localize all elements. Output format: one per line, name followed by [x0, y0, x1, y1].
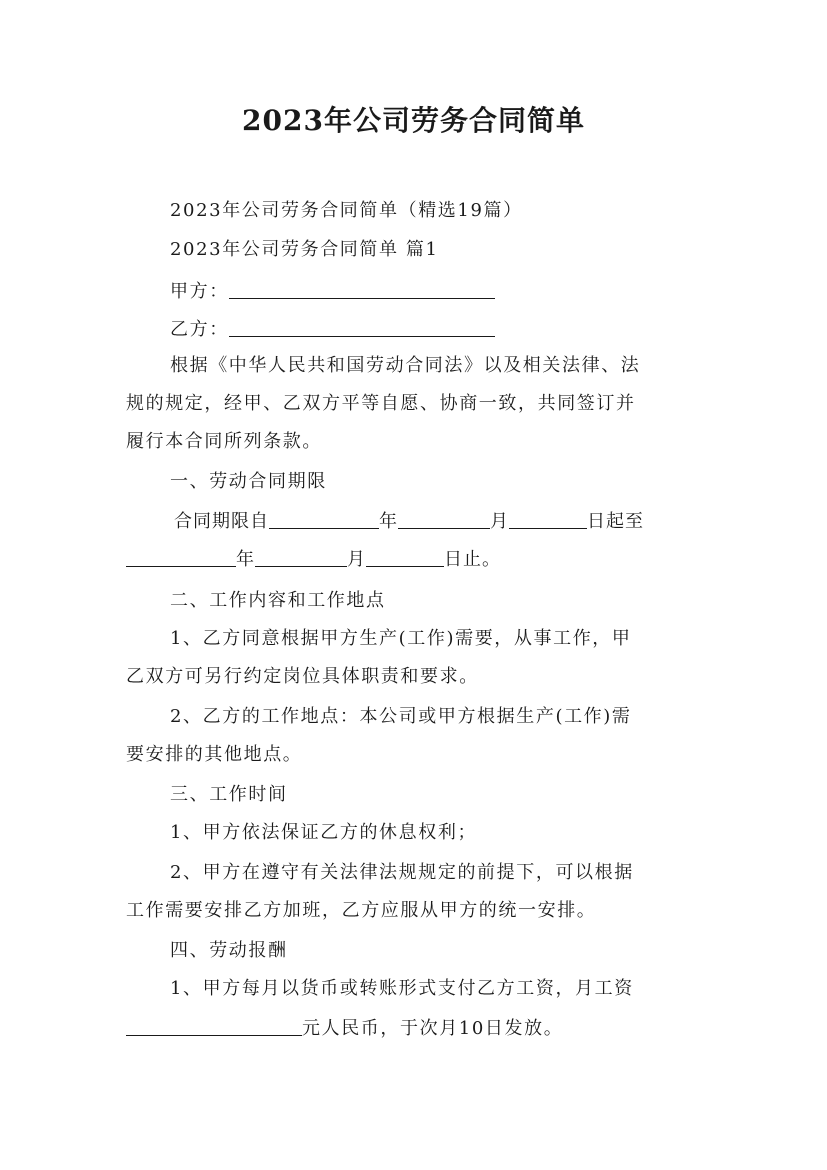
party-b-blank [229, 318, 495, 337]
section4-heading: 四、劳动报酬 [170, 940, 288, 961]
intro-line-3: 履行本合同所列条款。 [126, 431, 322, 452]
term-start-line [174, 510, 702, 534]
section2-item1-line2: 乙双方可另行约定岗位具体职责和要求。 [126, 666, 479, 687]
party-a-blank [229, 280, 495, 299]
party-b-line [170, 318, 702, 342]
section3-item1: 1、甲方依法保证乙方的休息权利； [170, 822, 478, 843]
intro-line-2: 规的规定，经甲、乙双方平等自愿、协商一致，共同签订并 [126, 393, 636, 414]
start-day-blank [509, 510, 587, 529]
end-day-blank [366, 548, 444, 567]
end-month-label: 月 [347, 549, 366, 570]
end-suffix: 日止。 [444, 549, 501, 570]
section2-item2-line1: 2、乙方的工作地点：本公司或甲方根据生产(工作)需 [170, 706, 632, 727]
end-year-label: 年 [236, 549, 255, 570]
intro-line-1: 根据《中华人民共和国劳动合同法》以及相关法律、法 [170, 355, 641, 376]
document-title: 2023年公司劳务合同简单 [242, 104, 585, 137]
section4-item1-line2: 元人民币，于次月10日发放。 [302, 1018, 564, 1039]
section2-item1-line1: 1、乙方同意根据甲方生产(工作)需要，从事工作，甲 [170, 628, 632, 649]
party-a-label: 甲方： [170, 281, 229, 302]
start-month-label: 月 [490, 511, 509, 532]
start-month-blank [398, 510, 490, 529]
party-b-label: 乙方： [170, 319, 229, 340]
end-year-blank [126, 548, 236, 567]
end-month-blank [255, 548, 347, 567]
start-year-blank [269, 510, 379, 529]
salary-line [126, 1017, 702, 1041]
section2-item2-line2: 要安排的其他地点。 [126, 744, 303, 765]
section1-heading: 一、劳动合同期限 [170, 471, 327, 492]
term-prefix: 合同期限自 [174, 511, 269, 532]
salary-blank [126, 1017, 302, 1036]
section4-item1-line1: 1、甲方每月以货币或转账形式支付乙方工资，月工资 [170, 978, 634, 999]
section3-item2-line2: 工作需要安排乙方加班，乙方应服从甲方的统一安排。 [126, 900, 597, 921]
term-end-line [126, 548, 702, 572]
chapter-heading: 2023年公司劳务合同简单 篇1 [170, 239, 439, 260]
document-subtitle: 2023年公司劳务合同简单（精选19篇） [170, 200, 523, 221]
start-year-label: 年 [379, 511, 398, 532]
start-suffix: 日起至 [587, 511, 644, 532]
section3-heading: 三、工作时间 [170, 784, 288, 805]
party-a-line [170, 280, 702, 304]
section3-item2-line1: 2、甲方在遵守有关法律法规规定的前提下，可以根据 [170, 862, 634, 883]
section2-heading: 二、工作内容和工作地点 [170, 590, 386, 611]
